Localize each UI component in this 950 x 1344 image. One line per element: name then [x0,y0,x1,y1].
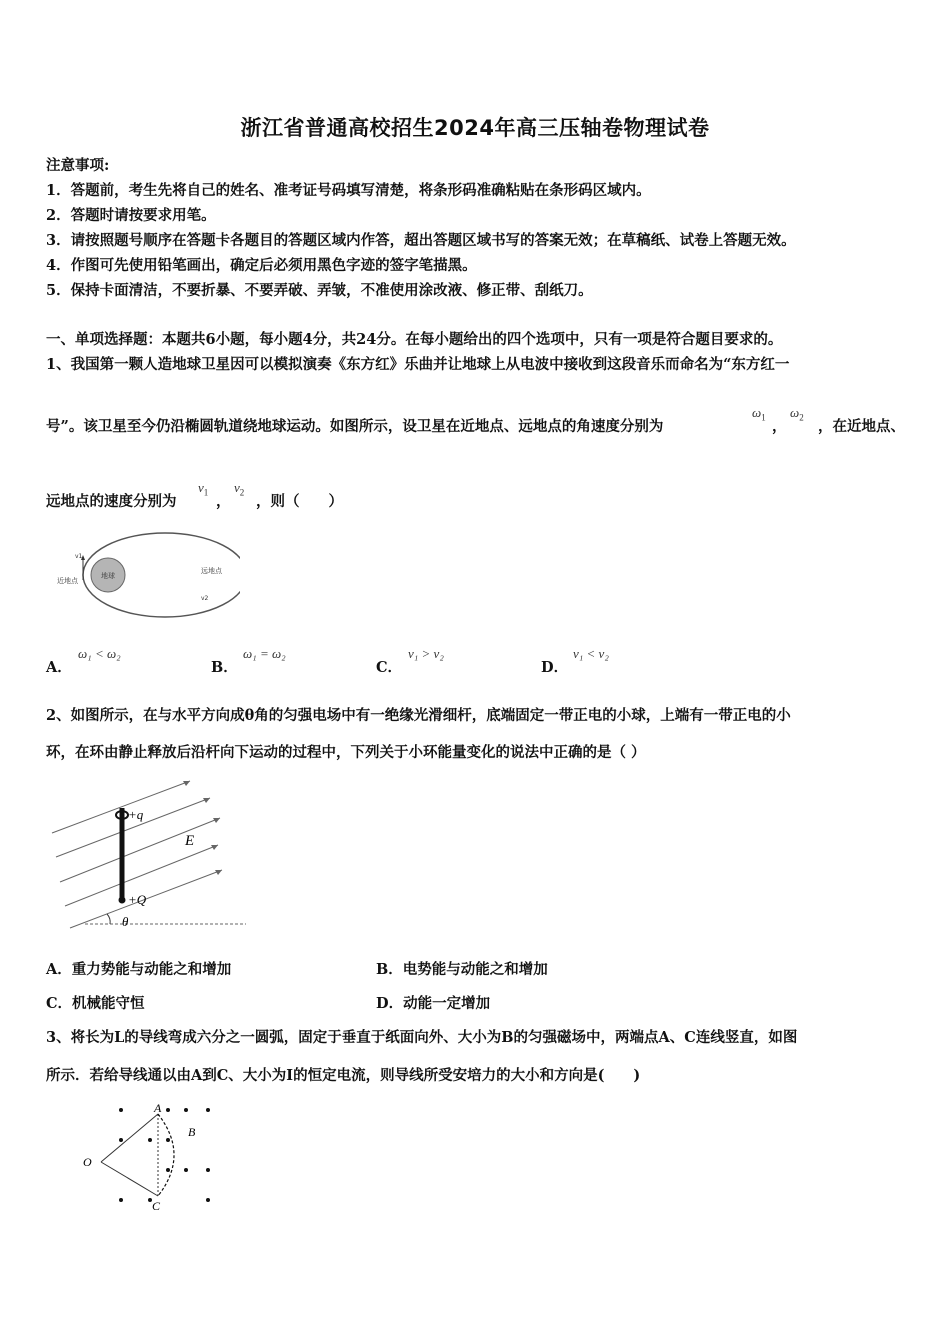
Q-label: +Q [128,892,147,907]
q1-option-d-label: D． [541,659,569,676]
q3-line2: 所示．若给导线通以由A到C、大小为I的恒定电流，则导线所受安培力的大小和方向是( ) [46,1067,641,1084]
notice-item-5: 5．保持卡面清洁，不要折暴、不要弄破、弄皱，不准使用涂改液、修正带、刮纸刀。 [46,282,593,299]
field-line [60,818,220,882]
orbit-figure [55,528,240,623]
radius-OA [101,1114,158,1162]
O-label: O [83,1155,92,1169]
q1-line3: 远地点的速度分别为 [46,493,177,510]
section-heading: 一、单项选择题：本题共6小题，每小题4分，共24分。在每小题给出的四个选项中，只有一项是符合题目要求的。 [46,331,783,348]
page-title: 浙江省普通高校招生2024年高三压轴卷物理试卷 [240,116,710,140]
field-rod-figure [50,778,250,933]
C-label: C [152,1199,161,1213]
arc-field-figure [78,1098,228,1218]
q1-line2: 号”。该卫星至今仍沿椭圆轨道绕地球运动。如图所示，设卫星在近地点、远地点的角速度分别为 [46,418,664,435]
field-dots [119,1108,210,1202]
notice-item-1: 1．答题前，考生先将自己的姓名、准考证号码填写清楚，将条形码准确粘贴在条形码区域内。 [46,182,651,199]
theta-label: θ [122,914,129,929]
wire-arc [158,1114,174,1196]
q1-option-c-label: C． [376,659,403,676]
fixed-ball [119,897,126,904]
q1-v2: $v_2$ [234,480,245,498]
q-label: +q [128,807,144,822]
notice-heading: 注意事项: [46,157,110,174]
notice-item-2: 2．答题时请按要求用笔。 [46,207,216,224]
q3-line1: 3、将长为L的导线弯成六分之一圆弧，固定于垂直于纸面向外、大小为B的匀强磁场中，两端点A、C连线竖直，如图 [46,1029,798,1046]
theta-arc [107,914,110,924]
near-point-label: 近地点 [57,577,78,585]
q1-option-b-label: B． [211,659,238,676]
q2-line2: 环，在环由静止释放后沿杆向下运动的过程中，下列关于小环能量变化的说法中正确的是（ ） [46,744,646,761]
q1-v1: $v_1$ [198,480,209,498]
radius-OC [101,1162,158,1196]
notice-item-4: 4．作图可先使用铅笔画出，确定后必须用黑色字迹的签字笔描黑。 [46,257,477,274]
E-label: E [185,833,195,849]
q1-line1: 1、我国第一颗人造地球卫星因可以模拟演奏《东方红》乐曲并让地球上从电波中接收到这段音乐而命名为“东方红一 [46,356,790,373]
A-label: A [154,1101,162,1115]
q1-sep1: ， [772,418,787,435]
B-label: B [188,1125,196,1139]
v1-label: v1 [75,553,83,560]
earth-label: 地球 [101,572,115,580]
q1-line3-end: ，则（ ） [256,493,343,510]
q1-line2-end: ，在近地点、 [818,418,905,435]
far-point-label: 远地点 [201,567,222,575]
q2-option-d: D．动能一定增加 [376,995,491,1012]
q2-line1: 2、如图所示，在与水平方向成θ角的匀强电场中有一绝缘光滑细杆，底端固定一带正电的小球，上端有一带正电的小 [46,707,791,724]
q1-omega1: $\omega_1$ [752,405,766,423]
v2-label: v2 [201,595,209,602]
q2-option-c: C．机械能守恒 [46,995,145,1012]
q1-sep2: ， [216,493,231,510]
q1-option-a-label: A． [46,659,72,676]
q2-option-a: A．重力势能与动能之和增加 [46,961,232,978]
q1-omega2: $\omega_2$ [790,405,804,423]
q1-option-b-expr: ω₁ = ω₂ [243,646,286,661]
q1-option-d-expr: v₁ < v₂ [573,646,609,661]
q1-option-a-expr: ω₁ < ω₂ [78,646,121,661]
notice-item-3: 3．请按照题号顺序在答题卡各题目的答题区域内作答，超出答题区域书写的答案无效；在草稿纸、试卷上答题无效。 [46,232,796,249]
q1-option-c-expr: v₁ > v₂ [408,646,444,661]
q2-option-b: B．电势能与动能之和增加 [376,961,548,978]
